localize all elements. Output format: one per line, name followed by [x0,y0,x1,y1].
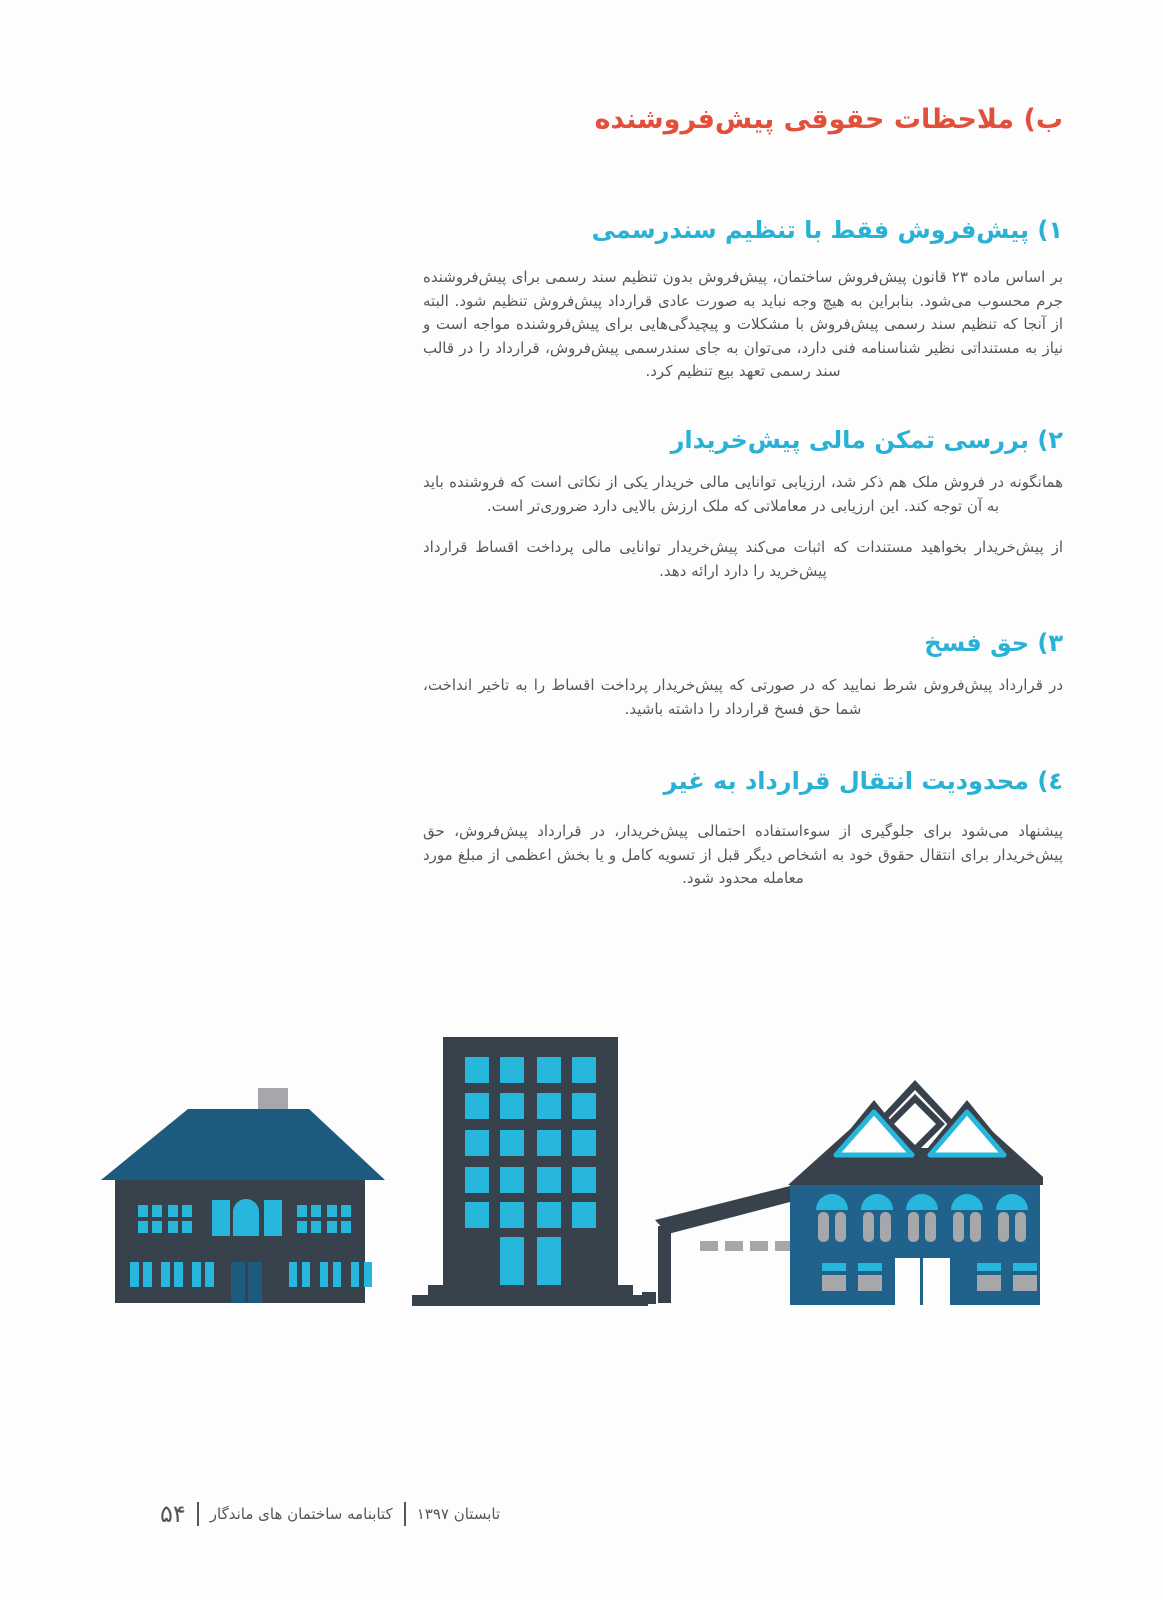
section-2-paragraph-1: همانگونه در فروش ملک هم ذکر شد، ارزیابی توانایی مالی خریدار یکی از نکاتی است که فروشنده باید به آن توجه کند. این ارزیابی در معاملاتی که ملک ارزش بالایی دارد ضروری‌تر است. [423,473,1063,515]
section-4-heading: ٤) محدودیت انتقال قرارداد به غیر [663,767,1063,795]
footer-season: تابستان ۱۳۹۷ [416,1505,501,1523]
footer-divider [197,1502,199,1526]
section-1-heading: ۱) پیش‌فروش فقط با تنظیم سندرسمی [591,216,1063,244]
villa-icon [642,1080,1043,1305]
house-icon [101,1088,385,1303]
footer-page-number: ۵۴ [160,1500,186,1528]
footer-divider [404,1502,406,1526]
tower-icon [412,1037,648,1306]
section-3-paragraph-1: در قرارداد پیش‌فروش شرط نمایید که در صورتی که پیش‌خریدار پرداخت اقساط را به تاخیر انداخت، شما حق فسخ قرارداد را داشته باشید. [423,676,1063,718]
section-3-heading: ۳) حق فسخ [924,629,1063,657]
section-2-paragraph-2: از پیش‌خریدار بخواهید مستندات که اثبات می‌کند پیش‌خریدار توانایی مالی پرداخت اقساط قرارداد پیش‌خرید را دارد ارائه دهد. [423,538,1063,580]
section-2-heading: ۲) بررسی تمکن مالی پیش‌خریدار [670,426,1063,454]
buildings-illustration [93,1010,1043,1306]
section-4-paragraph-1: پیشنهاد می‌شود برای جلوگیری از سوءاستفاده احتمالی پیش‌خریدار، در قرارداد پیش‌فروش، حق پیش‌خریدار برای انتقال حقوق خود به اشخاص دیگر قبل از تسویه کامل و یا بخش اعظمی از مبلغ مورد معامله محدود شود. [423,822,1063,887]
footer-book-title: کتابنامه ساختمان های ماندگار [209,1505,393,1523]
footer [160,1502,500,1526]
page-title: ب) ملاحظات حقوقی پیش‌فروشنده [594,104,1063,135]
section-1-paragraph-1: بر اساس ماده ۲۳ قانون پیش‌فروش ساختمان، پیش‌فروش بدون تنظیم سند رسمی برای پیش‌فروشنده جرم محسوب می‌شود. بنابراین به هیچ وجه نباید به صورت عادی قرارداد پیش‌فروش تنظیم شود. البته از آنجا که تنظیم سند رسمی پیش‌فروش با مشکلات و پیچیدگی‌هایی برای پیش‌فروشنده مواجه است و نیاز به مستنداتی نظیر شناسنامه فنی دارد، می‌توان به جای سندرسمی پیش‌فروش، قرارداد را در قالب سند رسمی تعهد بیع تنظیم کرد. [423,268,1063,380]
